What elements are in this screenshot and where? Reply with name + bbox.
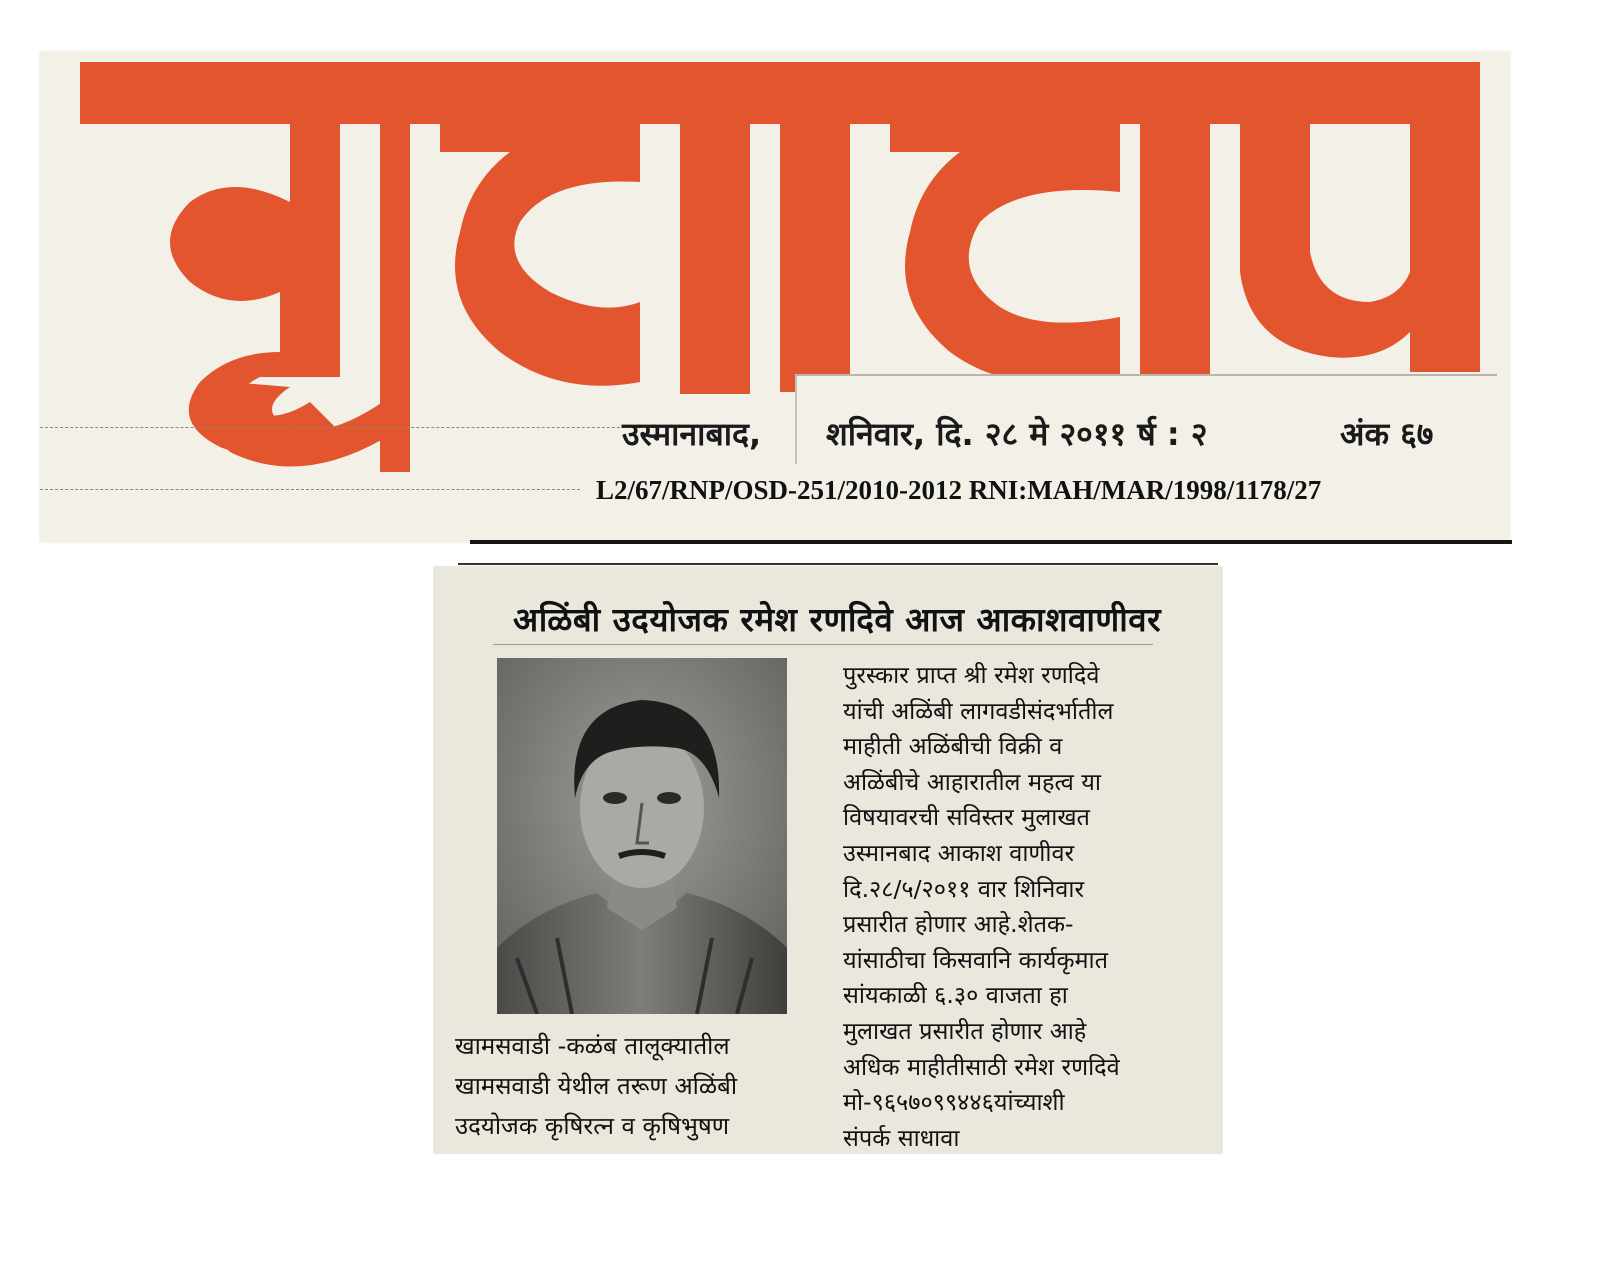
article-body bbox=[843, 658, 1213, 1156]
masthead-dashed-rule bbox=[40, 489, 580, 490]
headline-rule bbox=[493, 644, 1153, 645]
body-line: अळिंबीचे आहारातील महत्व या bbox=[843, 767, 1101, 796]
clipping-top-rule bbox=[458, 563, 1218, 565]
caption-line: उदयोजक कृषिरत्न व कृषिभुषण bbox=[455, 1112, 730, 1140]
masthead-bottom-rule bbox=[470, 540, 1512, 544]
body-line: माहीती अळिंबीची विक्री व bbox=[843, 732, 1063, 761]
article-clipping bbox=[433, 566, 1223, 1154]
masthead-dashed-rule bbox=[40, 427, 640, 428]
caption-line: खामसवाडी -कळंब तालूक्यातील bbox=[455, 1032, 730, 1060]
body-line: प्रसारीत होणार आहे.शेतक- bbox=[843, 910, 1074, 939]
publication-date: शनिवार, दि. २८ मे २०११ र्ष : २ bbox=[826, 415, 1208, 453]
body-line: यांसाठीचा किसवानि कार्यकृमात bbox=[843, 945, 1109, 974]
body-line: पुरस्कार प्राप्त श्री रमेश रणदिवे bbox=[843, 661, 1100, 689]
city-label: उस्मानाबाद, bbox=[622, 415, 762, 453]
issue-number: अंक ६७ bbox=[1340, 415, 1434, 453]
body-line: अधिक माहीतीसाठी रमेश रणदिवे bbox=[843, 1052, 1120, 1081]
body-line: मुलाखत प्रसारीत होणार आहे bbox=[843, 1016, 1087, 1045]
body-line: सांयकाळी ६.३० वाजता हा bbox=[843, 981, 1068, 1010]
body-line: मो-९६५७०९९४४६यांच्याशी bbox=[843, 1088, 1065, 1117]
caption-line: खामसवाडी येथील तरूण अळिंबी bbox=[455, 1072, 738, 1100]
portrait-photo bbox=[497, 658, 787, 1014]
body-line: विषयावरची सविस्तर मुलाखत bbox=[843, 803, 1090, 832]
registration-number: L2/67/RNP/OSD-251/2010-2012 RNI:MAH/MAR/1998/1178/27 bbox=[596, 475, 1322, 505]
body-line: उस्मानबाद आकाश वाणीवर bbox=[843, 838, 1075, 867]
newspaper-masthead bbox=[40, 52, 1510, 542]
article-headline: अळिंबी उदयोजक रमेश रणदिवे आज आकाशवाणीवर bbox=[513, 600, 1162, 639]
body-line: दि.२८/५/२०११ वार शिनिवार bbox=[843, 874, 1085, 903]
body-line: संपर्क साधावा bbox=[843, 1123, 960, 1152]
body-line: यांची अळिंबी लागवडीसंदर्भातील bbox=[843, 696, 1114, 725]
photo-caption bbox=[455, 1026, 835, 1146]
